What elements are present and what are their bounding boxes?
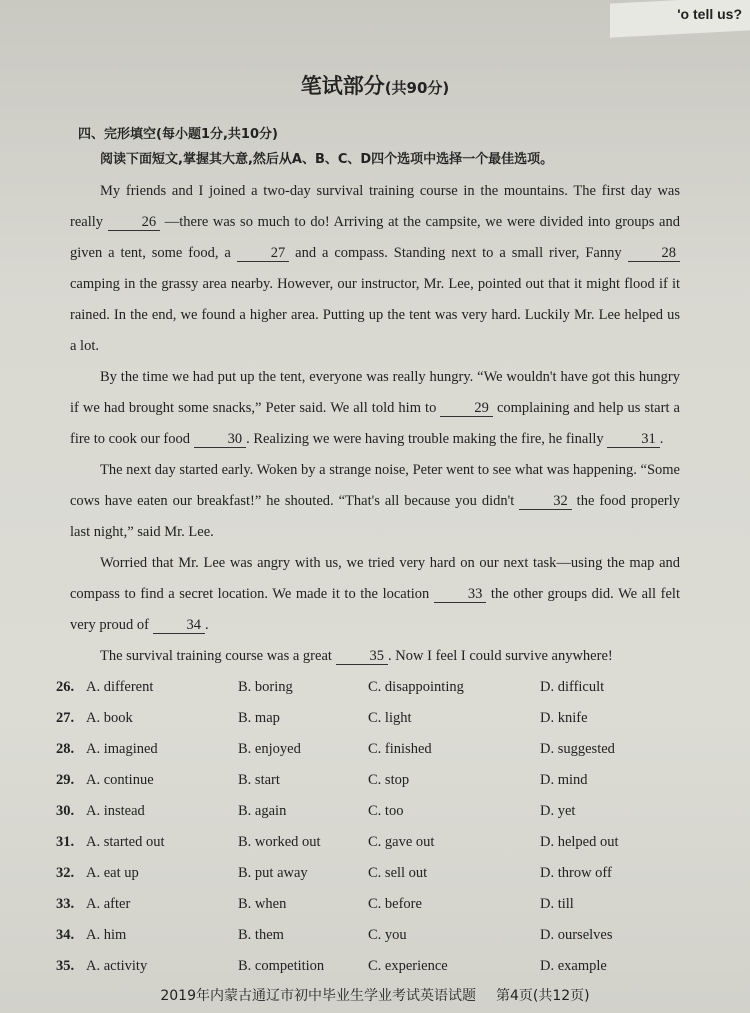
passage-text: By the time we had put up the tent, everyone was really hungry. “We wouldn't have got this hungry if we had brought some snacks,” Peter said. We all told him to [70,369,680,416]
question-options-29 [56,765,696,796]
option-c: C. finished [368,741,432,757]
cloze-passage [70,176,680,672]
question-number: 33. [56,896,75,912]
instruction-text: 阅读下面短文,掌握其大意,然后从A、B、C、D四个选项中选择一个最佳选项。 [100,152,554,167]
option-d: D. ourselves [540,927,613,943]
option-a: A. different [86,679,154,695]
paragraph-1 [70,176,680,362]
page-footer [0,985,750,1005]
option-b: B. again [238,803,287,819]
option-a: A. continue [86,772,154,788]
passage-text: the other groups did. We all felt very proud of [70,586,680,633]
passage-text: complaining and help us start a fire to cook our food [70,400,680,447]
option-b: B. start [238,772,280,788]
option-c: C. sell out [368,865,428,881]
option-c: C. stop [368,772,410,788]
option-d: D. mind [540,772,588,788]
passage-text: . Now I feel I could survive anywhere! [388,648,613,664]
question-number: 26. [56,679,75,695]
title-main: 笔试部分 [300,74,385,98]
paragraph-5 [70,641,680,672]
blank-26: 26 [108,214,161,231]
paragraph-3 [70,455,680,548]
option-d: D. throw off [540,865,612,881]
option-b: B. them [238,927,284,943]
passage-text: . Realizing we were having trouble making the fire, he finally [246,431,608,447]
option-a: A. started out [86,834,165,850]
option-c: C. before [368,896,422,912]
question-number: 27. [56,710,75,726]
blank-34: 34 [153,617,206,634]
footer-page-number: 第4页(共12页) [495,988,590,1004]
option-b: B. worked out [238,834,321,850]
option-b: B. boring [238,679,293,695]
option-c: C. too [368,803,404,819]
question-options-27 [56,703,696,734]
option-d: D. helped out [540,834,619,850]
option-b: B. enjoyed [238,741,301,757]
option-c: C. experience [368,958,448,974]
question-options-28 [56,734,696,765]
question-options-30 [56,796,696,827]
passage-text: Worried that Mr. Lee was angry with us, we tried very hard on our next task—using the map and compass to find a secret location. We made it to the location [70,555,680,602]
option-a: A. instead [86,803,145,819]
option-c: C. gave out [368,834,435,850]
option-b: B. put away [238,865,308,881]
passage-text: The survival training course was a great [100,648,336,664]
option-c: C. you [368,927,407,943]
option-d: D. example [540,958,607,974]
question-number: 34. [56,927,75,943]
option-a: A. activity [86,958,148,974]
option-d: D. knife [540,710,588,726]
question-number: 28. [56,741,75,757]
option-b: B. map [238,710,280,726]
passage-text: . [659,431,664,447]
question-options-33 [56,889,696,920]
question-options-32 [56,858,696,889]
option-b: B. competition [238,958,325,974]
option-a: A. book [86,710,133,726]
passage-text: the food properly last night,” said Mr. Lee. [70,493,681,540]
option-b: B. when [238,896,287,912]
option-a: A. after [86,896,131,912]
section-heading: 四、完形填空(每小题1分,共10分) [78,127,278,142]
corner-text: 'o tell us? [677,6,742,22]
question-number: 32. [56,865,75,881]
blank-35: 35 [336,648,389,665]
blank-28: 28 [628,245,681,262]
option-d: D. difficult [540,679,605,695]
passage-text: The next day started early. Woken by a strange noise, Peter went to see what was happening. “Some cows have eaten our breakfast!” he shouted. “That's all because you didn't [70,462,680,509]
footer-exam-title: 2019年内蒙古通辽市初中毕业生学业考试英语试题 [160,988,476,1004]
question-number: 31. [56,834,75,850]
page-title [0,70,750,100]
passage-text: My friends and I joined a two-day survival training course in the mountains. The first day was really [70,183,680,230]
option-d: D. suggested [540,741,615,757]
question-options-31 [56,827,696,858]
blank-27: 27 [237,245,290,262]
question-number: 35. [56,958,75,974]
passage-text: and a compass. Standing next to a small river, Fanny [289,245,628,261]
passage-text: camping in the grassy area nearby. However, our instructor, Mr. Lee, pointed out that it might flood if it rained. In the end, we found a higher area. Putting up the tent was very hard. Luckily Mr. Lee helped us a lot. [70,276,680,354]
blank-31: 31 [607,431,660,448]
blank-32: 32 [519,493,572,510]
option-a: A. eat up [86,865,139,881]
option-d: D. till [540,896,574,912]
options-list [56,672,696,982]
option-c: C. light [368,710,412,726]
paragraph-4 [70,548,680,641]
question-number: 30. [56,803,75,819]
blank-30: 30 [194,431,247,448]
option-a: A. him [86,927,127,943]
question-options-26 [56,672,696,703]
blank-33: 33 [434,586,487,603]
passage-text: . [205,617,209,633]
option-c: C. disappointing [368,679,464,695]
passage-text: —there was so much to do! Arriving at the campsite, we were divided into groups and given a tent, some food, a [70,214,680,261]
blank-29: 29 [440,400,493,417]
question-number: 29. [56,772,75,788]
question-options-34 [56,920,696,951]
title-score: (共90分) [384,79,450,97]
question-options-35 [56,951,696,982]
option-a: A. imagined [86,741,158,757]
paragraph-2 [70,362,680,455]
option-d: D. yet [540,803,576,819]
